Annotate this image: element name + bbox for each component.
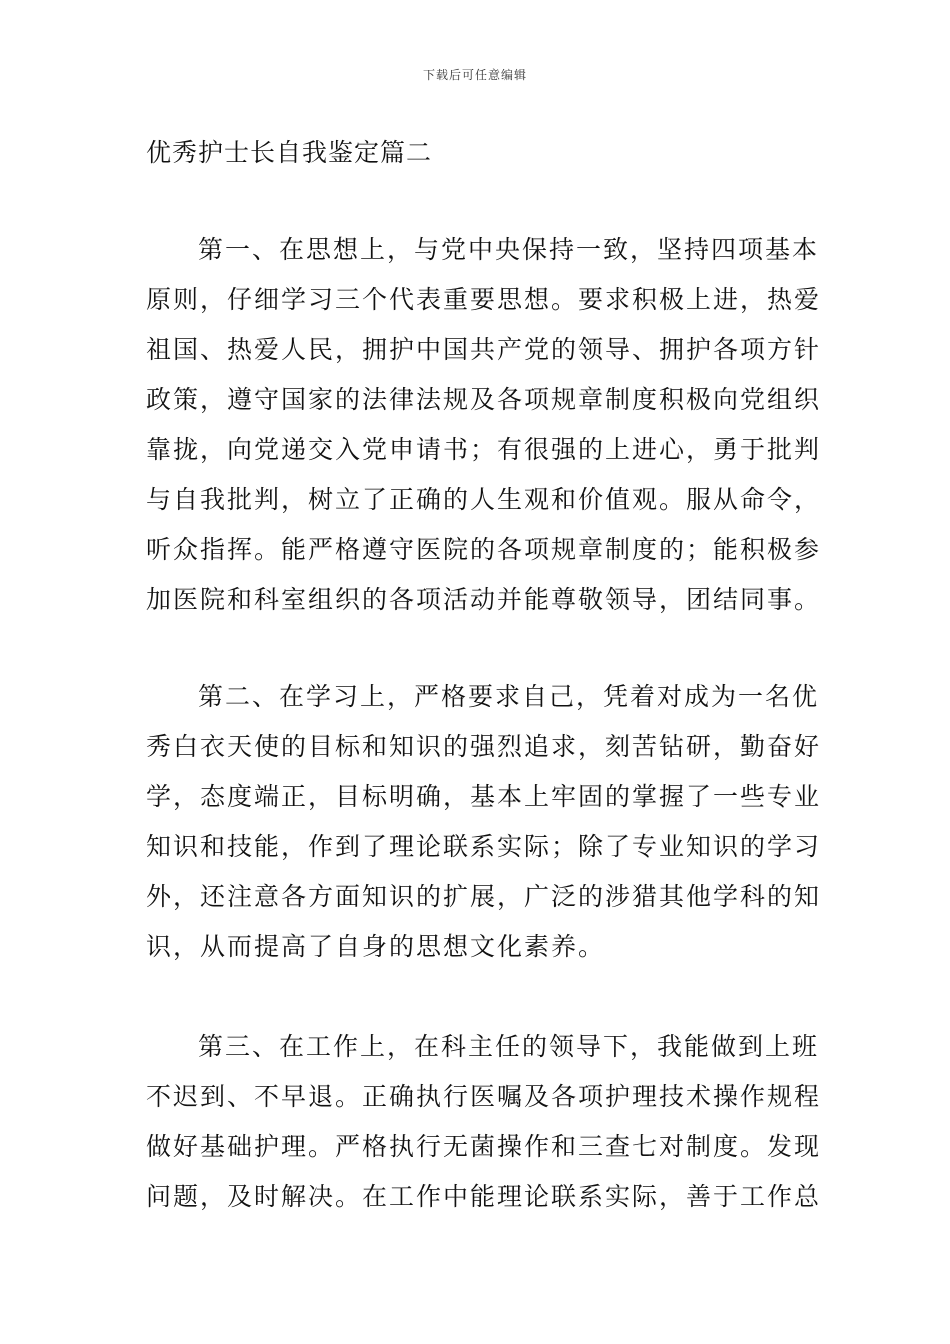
paragraph-line: 与自我批判，树立了正确的人生观和价值观。服从命令， [146,485,822,514]
paragraph-line: 做好基础护理。严格执行无菌操作和三查七对制度。发现 [146,1132,822,1161]
paragraph-line: 原则，仔细学习三个代表重要思想。要求积极上进，热爱 [146,285,822,314]
paragraph-line: 祖国、热爱人民，拥护中国共产党的领导、拥护各项方针 [146,335,822,364]
paragraph-line: 识，从而提高了自身的思想文化素养。 [146,932,606,961]
paragraph-line: 第三、在工作上，在科主任的领导下，我能做到上班 [198,1032,820,1061]
paragraph-line: 学，态度端正，目标明确，基本上牢固的掌握了一些专业 [146,782,822,811]
download-note: 下载后可任意编辑 [422,68,527,82]
paragraph-line: 不迟到、不早退。正确执行医嘱及各项护理技术操作规程 [146,1082,822,1111]
paragraph-line: 秀白衣天使的目标和知识的强烈追求，刻苦钻研，勤奋好 [146,732,822,761]
paragraph-line: 政策，遵守国家的法律法规及各项规章制度积极向党组织 [146,385,822,414]
paragraph-line: 第二、在学习上，严格要求自己，凭着对成为一名优 [198,682,820,711]
paragraph-line: 外，还注意各方面知识的扩展，广泛的涉猎其他学科的知 [146,882,822,911]
paragraph-line: 加医院和科室组织的各项活动并能尊敬领导，团结同事。 [146,585,822,614]
paragraph-line: 听众指挥。能严格遵守医院的各项规章制度的；能积极参 [146,535,822,564]
document-title: 优秀护士长自我鉴定篇二 [146,138,433,167]
paragraph-line: 知识和技能，作到了理论联系实际；除了专业知识的学习 [146,832,822,861]
paragraph-line: 问题，及时解决。在工作中能理论联系实际，善于工作总 [146,1182,822,1211]
paragraph-line: 靠拢，向党递交入党申请书；有很强的上进心，勇于批判 [146,435,822,464]
paragraph-line: 第一、在思想上，与党中央保持一致，坚持四项基本 [198,235,820,264]
